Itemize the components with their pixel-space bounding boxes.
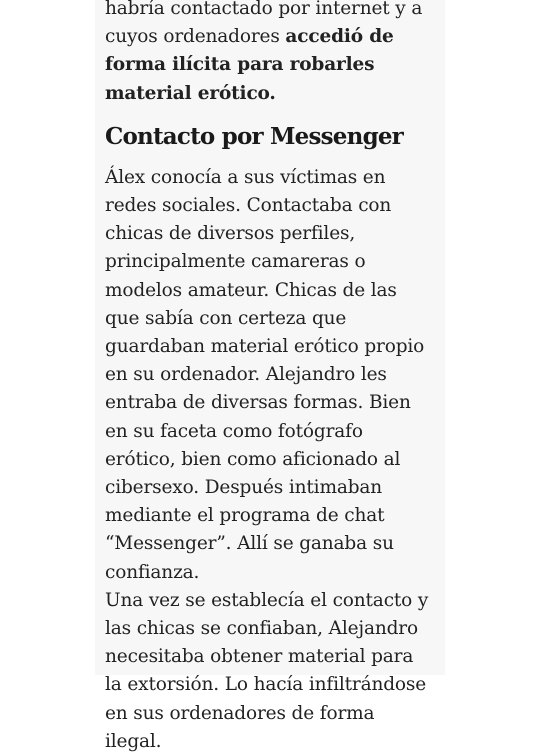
body-paragraph-2: Una vez se establecía el contacto y las chicas se confiaban, Alejandro necesitaba obtener material para la extorsión. Lo hacía infiltrándose en sus ordenadores de forma ilegal. [105,589,429,752]
intro-paragraph [105,0,435,108]
intro-bold-text: accedió de forma ilícita para robarles material erótico. [105,26,394,104]
article-column [95,0,445,752]
section-heading: Contacto por Messenger [105,122,403,150]
body-paragraph-1: Álex conocía a sus víctimas en redes sociales. Contactaba con chicas de diversos perfiles, principalmente camareras o modelos amateur. Chicas de las que sabía con certeza que guardaban material erótico propio en su ordenador. Alejandro les entraba de diversas formas. Bien en su faceta como fotógrafo erótico, bien como aficionado al cibersexo. Después intimaban mediante el programa de chat “Messenger”. Allí se ganaba su confianza. [105,166,425,583]
intro-text: habría contactado por internet y a cuyos ordenadores [105,0,423,48]
